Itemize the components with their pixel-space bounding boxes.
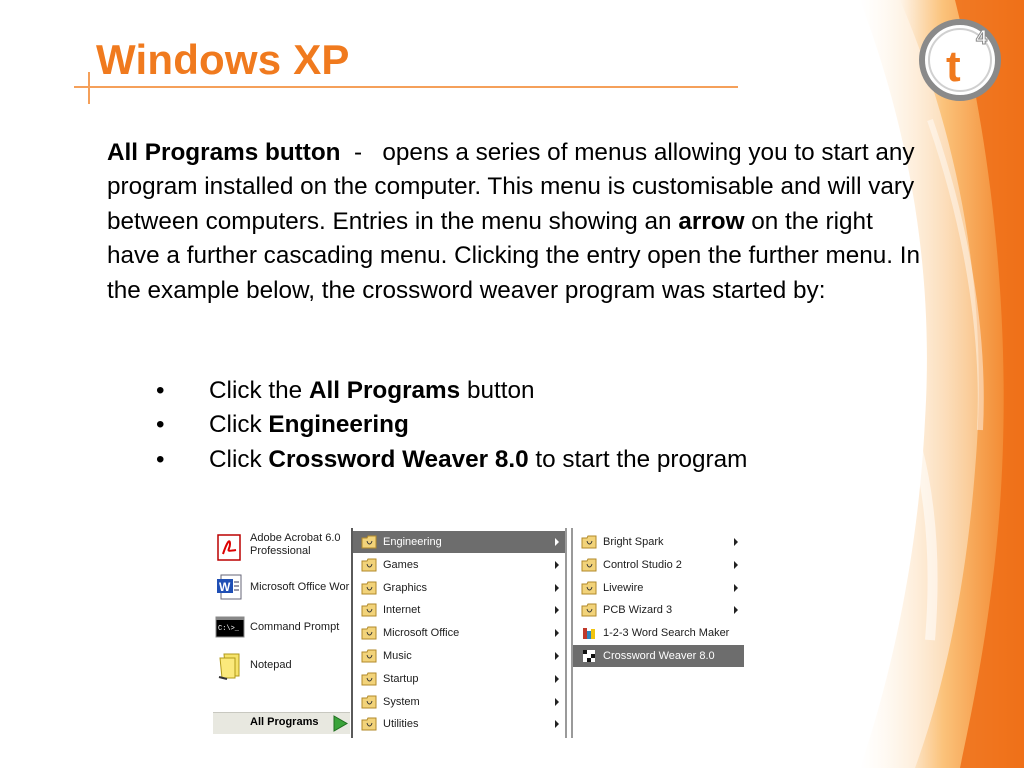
- submenu-arrow-icon: [734, 561, 738, 569]
- menu-item-label: Startup: [383, 672, 419, 685]
- folder-icon: [581, 558, 597, 572]
- folder-icon: [361, 535, 377, 549]
- step-text: to start the program: [535, 445, 748, 473]
- folder-icon: [361, 717, 377, 731]
- submenu-arrow-icon: [734, 538, 738, 546]
- folder-icon: [361, 626, 377, 640]
- programs-menu-item[interactable]: [353, 668, 565, 690]
- step-bold: Engineering: [268, 411, 409, 439]
- start-item-notepad[interactable]: [213, 650, 292, 680]
- menu-item-label: Graphics: [383, 581, 428, 594]
- step-text: Click: [209, 411, 262, 439]
- step-text: Click: [209, 445, 262, 473]
- intro-paragraph: [107, 136, 927, 308]
- slide-title: Windows XP: [96, 36, 350, 83]
- title-underline: [74, 86, 738, 88]
- step-text: Click the: [209, 377, 303, 404]
- folder-icon: [581, 603, 597, 617]
- engineering-menu: [571, 528, 744, 738]
- submenu-arrow-icon: [555, 538, 559, 546]
- t4-logo: [918, 18, 1002, 102]
- engineering-menu-item[interactable]: [573, 622, 744, 644]
- step-text: button: [466, 377, 535, 404]
- submenu-arrow-icon: [555, 561, 559, 569]
- menu-item-label: PCB Wizard 3: [603, 604, 673, 617]
- title-tick-mark: [88, 72, 90, 104]
- start-item-label: Adobe Acrobat 6.0: [250, 532, 341, 544]
- step-bold: Crossword Weaver 8.0: [268, 445, 529, 473]
- folder-icon: [361, 603, 377, 617]
- start-item-acrobat[interactable]: [213, 532, 341, 562]
- menu-item-label: Control Studio 2: [603, 558, 682, 571]
- menu-item-label: Livewire: [603, 581, 644, 594]
- folder-icon: [581, 581, 597, 595]
- word-icon: [215, 572, 245, 602]
- submenu-arrow-icon: [555, 629, 559, 637]
- menu-item-label: Engineering: [383, 536, 442, 548]
- svg-text:C:\>_: C:\>_: [218, 625, 240, 633]
- menu-item-label: Internet: [383, 604, 421, 617]
- step-item: [156, 408, 747, 442]
- menu-item-label: Crossword Weaver 8.0: [603, 650, 715, 662]
- engineering-menu-item[interactable]: [573, 531, 744, 553]
- programs-menu-item[interactable]: [353, 645, 565, 667]
- notepad-icon: [215, 650, 245, 680]
- steps-list: [156, 374, 747, 477]
- intro-text-1: opens a series of menus allowing you to start any program installed on the computer. This menu is customisable and will vary between computers. Entries in the menu showing an: [107, 139, 915, 235]
- start-menu-screenshot: [213, 528, 744, 738]
- command-prompt-icon: [215, 612, 245, 642]
- submenu-arrow-icon: [555, 720, 559, 728]
- logo-superscript: 4: [976, 27, 988, 49]
- programs-menu-item[interactable]: [353, 531, 565, 553]
- all-programs-button[interactable]: [213, 712, 350, 734]
- folder-icon: [361, 695, 377, 709]
- step-bold: All Programs: [308, 377, 461, 404]
- all-programs-term: All Programs button: [107, 139, 341, 166]
- engineering-menu-item[interactable]: [573, 554, 744, 576]
- menu-item-label: 1-2-3 Word Search Maker: [603, 627, 730, 640]
- folder-icon: [361, 558, 377, 572]
- folder-icon: [361, 672, 377, 686]
- step-item: [156, 443, 747, 477]
- submenu-arrow-icon: [555, 675, 559, 683]
- menu-item-label: System: [383, 695, 420, 708]
- submenu-arrow-icon: [555, 652, 559, 660]
- programs-menu-item[interactable]: [353, 713, 565, 735]
- start-menu-left-pane: [213, 528, 350, 738]
- engineering-menu-item[interactable]: [573, 645, 744, 667]
- programs-menu-item[interactable]: [353, 622, 565, 644]
- engineering-menu-item[interactable]: [573, 599, 744, 621]
- menu-item-label: Utilities: [383, 718, 419, 731]
- submenu-arrow-icon: [555, 606, 559, 614]
- bullet-dot: •: [156, 445, 165, 473]
- menu-item-label: Games: [383, 558, 419, 571]
- logo-letter: t: [946, 42, 961, 91]
- start-item-label: Command Prompt: [250, 621, 340, 633]
- submenu-arrow-icon: [734, 584, 738, 592]
- programs-menu-item[interactable]: [353, 577, 565, 599]
- start-item-label: Microsoft Office Wor: [250, 581, 350, 593]
- engineering-menu-item[interactable]: [573, 577, 744, 599]
- intro-text-2: on the right have a further cascading menu. Clicking the entry open the further menu. In the example below, the crossword weaver program was started by:: [107, 207, 921, 304]
- start-item-command-prompt[interactable]: [213, 612, 339, 642]
- bullet-dot: •: [156, 411, 165, 439]
- submenu-arrow-icon: [555, 584, 559, 592]
- start-item-label: Notepad: [250, 659, 292, 671]
- menu-item-label: Music: [383, 650, 412, 662]
- intro-separator: -: [354, 139, 363, 166]
- start-item-sublabel: Professional: [250, 545, 311, 557]
- step-item: [156, 374, 747, 408]
- programs-menu-item[interactable]: [353, 691, 565, 713]
- bullet-dot: •: [156, 377, 165, 404]
- arrow-term: arrow: [678, 207, 745, 235]
- svg-text:W: W: [219, 580, 231, 594]
- submenu-arrow-icon: [555, 698, 559, 706]
- crossword-icon: [581, 649, 597, 663]
- programs-menu-item[interactable]: [353, 554, 565, 576]
- folder-icon: [361, 581, 377, 595]
- submenu-arrow-icon: [734, 606, 738, 614]
- menu-item-label: Bright Spark: [603, 536, 664, 548]
- green-arrow-icon: [331, 714, 350, 733]
- start-item-word[interactable]: [213, 572, 349, 602]
- programs-menu-item[interactable]: [353, 599, 565, 621]
- folder-icon: [581, 535, 597, 549]
- folder-icon: [361, 649, 377, 663]
- word-search-icon: [581, 626, 597, 640]
- all-programs-label: All Programs: [250, 716, 319, 728]
- acrobat-icon: [215, 532, 245, 562]
- menu-item-label: Microsoft Office: [383, 627, 460, 640]
- programs-menu: [351, 528, 567, 738]
